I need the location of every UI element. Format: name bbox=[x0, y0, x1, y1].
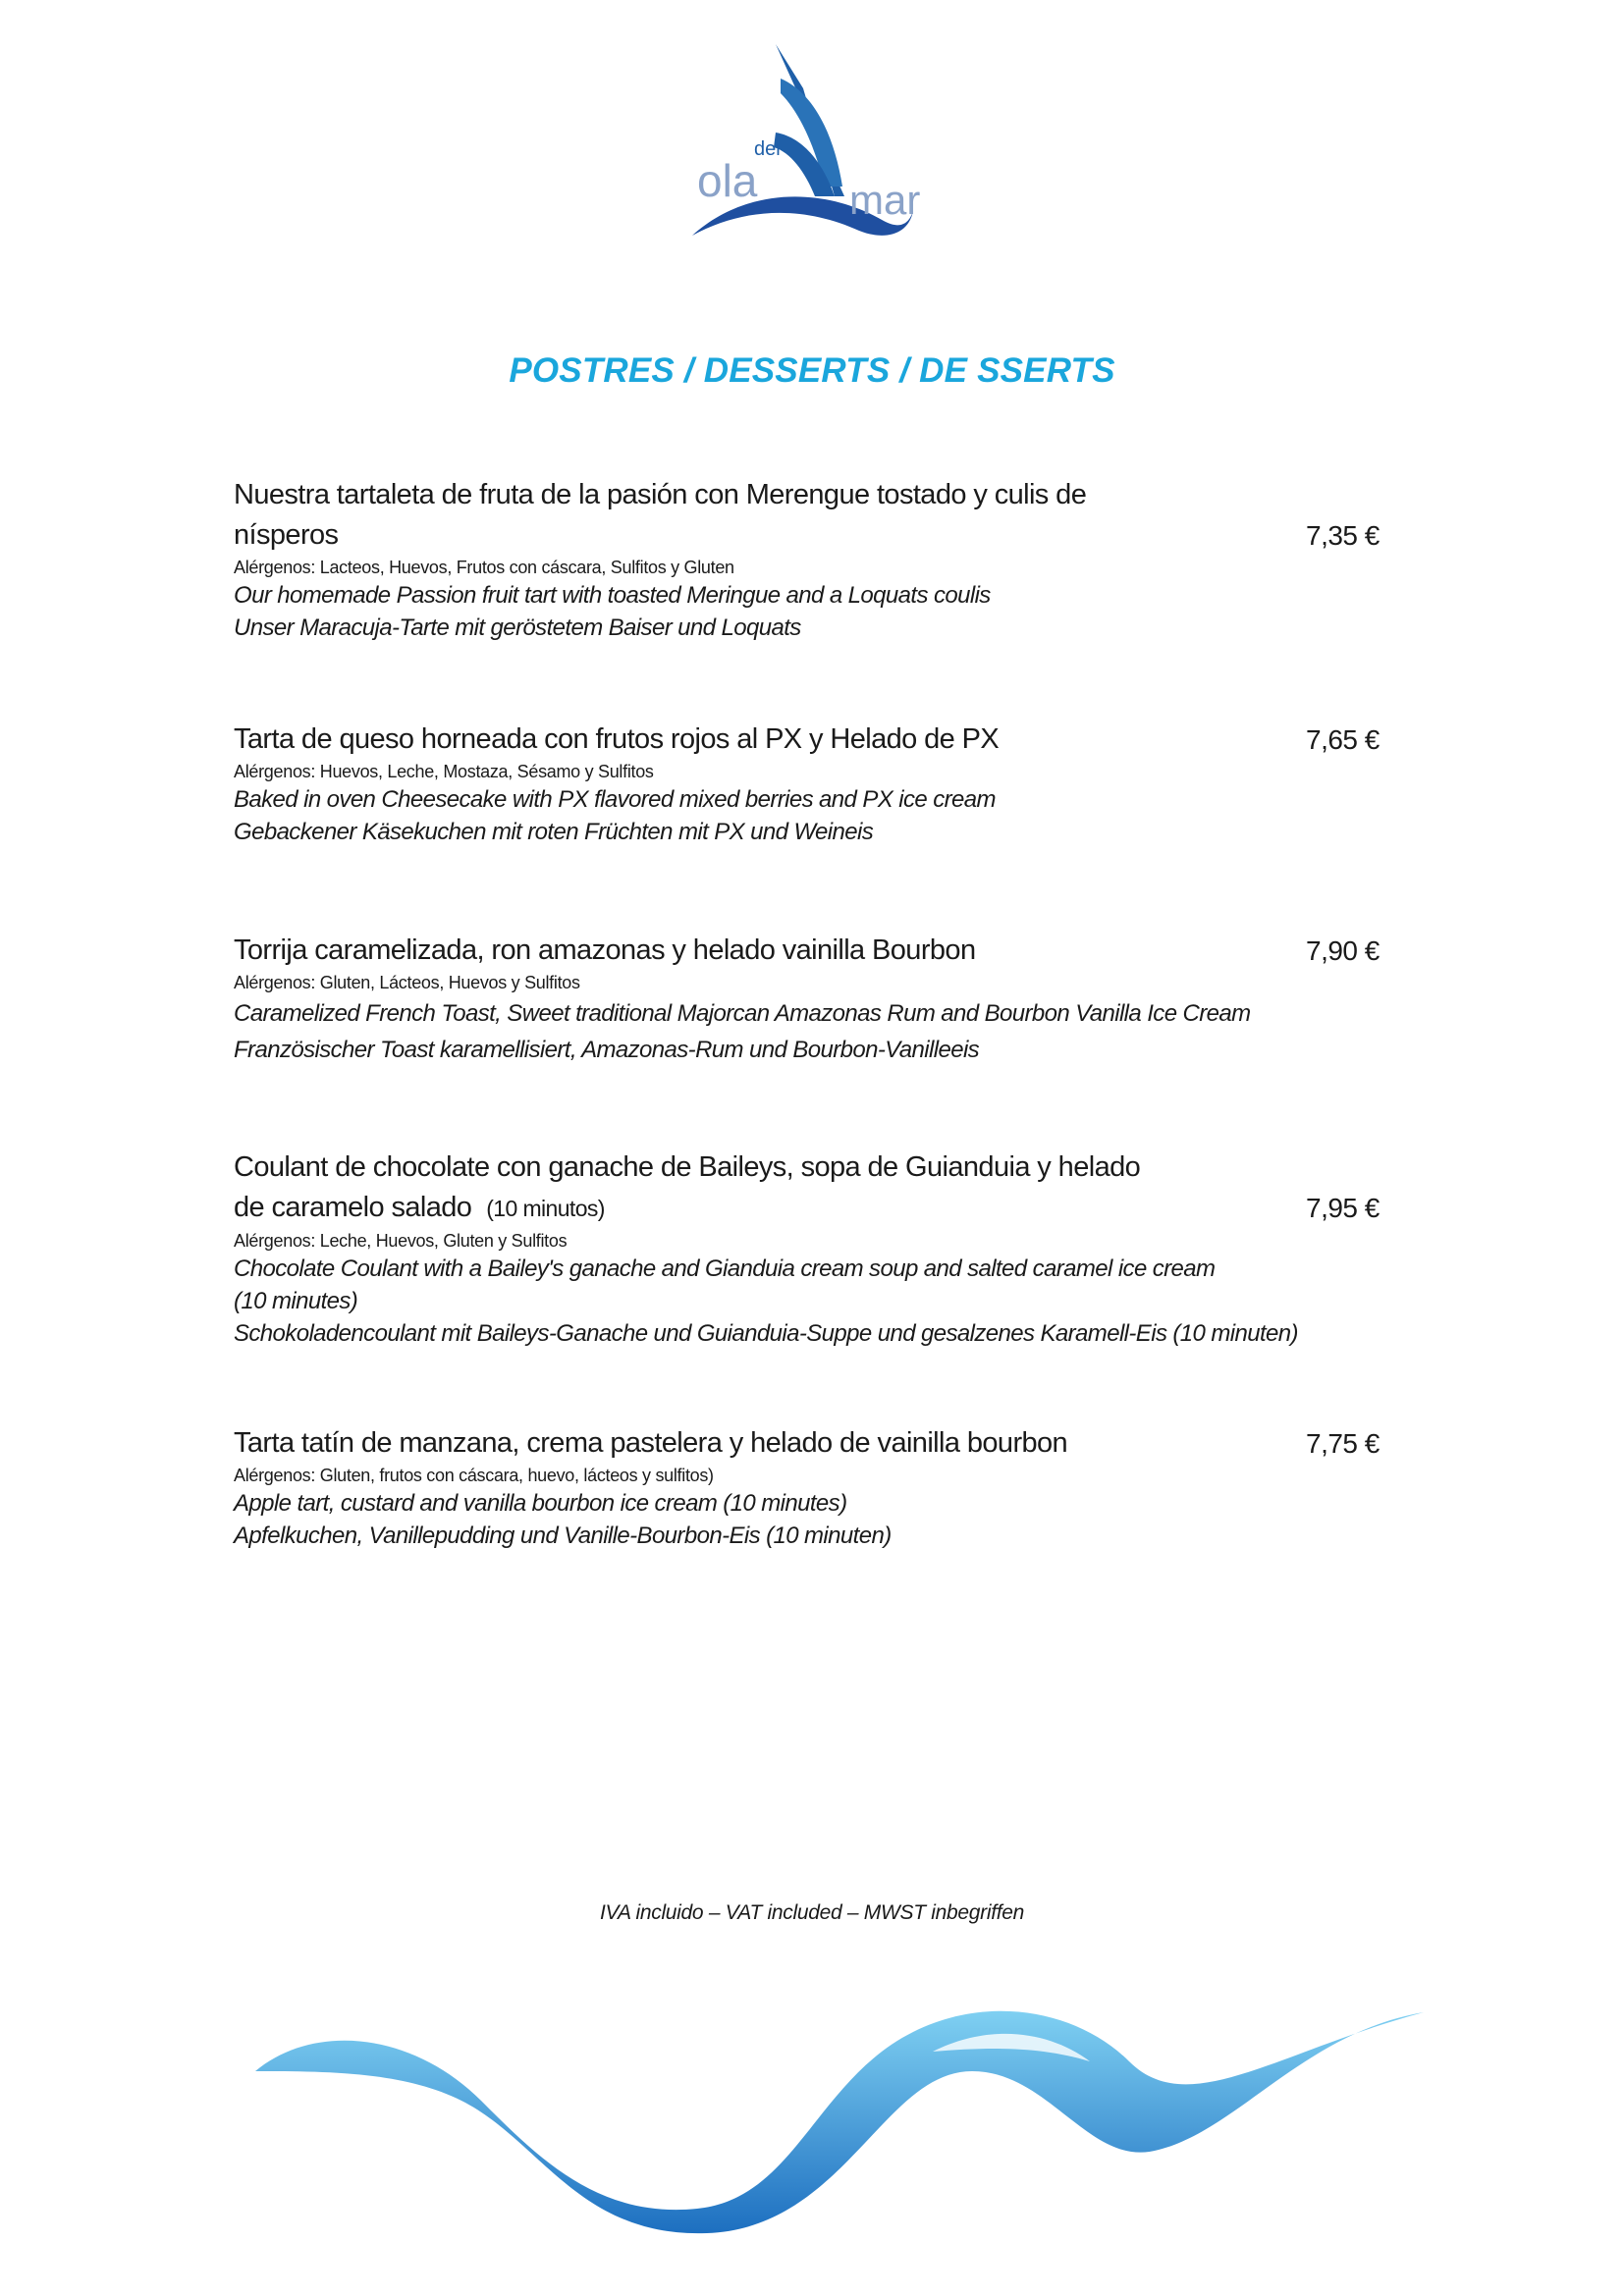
item-german: Französischer Toast karamellisiert, Amazonas-Rum und Bourbon-Vanilleeis bbox=[234, 1037, 980, 1063]
item-allergens: Alérgenos: Huevos, Leche, Mostaza, Sésamo y Sulfitos bbox=[234, 762, 654, 781]
item-allergens: Alérgenos: Lacteos, Huevos, Frutos con cáscara, Sulfitos y Gluten bbox=[234, 558, 734, 577]
item-german: Unser Maracuja-Tarte mit geröstetem Baiser und Loquats bbox=[234, 614, 801, 641]
item-name-cont: nísperos bbox=[234, 519, 339, 551]
item-price: 7,90 € bbox=[1306, 935, 1380, 966]
item-allergens: Alérgenos: Gluten, frutos con cáscara, huevo, lácteos y sulfitos) bbox=[234, 1466, 714, 1485]
ola-del-mar-logo bbox=[687, 39, 943, 255]
item-name: Coulant de chocolate con ganache de Baileys, sopa de Guianduia y helado bbox=[234, 1151, 1141, 1183]
item-english: Caramelized French Toast, Sweet traditional Majorcan Amazonas Rum and Bourbon Vanilla Ice Cream bbox=[234, 1000, 1251, 1027]
item-name: Torrija caramelizada, ron amazonas y helado vainilla Bourbon bbox=[234, 934, 976, 966]
wave-decoration bbox=[245, 1993, 1434, 2238]
item-english: Apple tart, custard and vanilla bourbon ice cream (10 minutes) bbox=[234, 1490, 847, 1517]
svg-text:mar: mar bbox=[849, 177, 921, 223]
vat-note: IVA incluido – VAT included – MWST inbegriffen bbox=[599, 1901, 1025, 1924]
item-allergens: Alérgenos: Gluten, Lácteos, Huevos y Sulfitos bbox=[234, 973, 580, 992]
item-allergens: Alérgenos: Leche, Huevos, Gluten y Sulfitos bbox=[234, 1231, 568, 1251]
item-price: 7,35 € bbox=[1306, 520, 1380, 551]
item-german: Schokoladencoulant mit Baileys-Ganache und Guianduia-Suppe und gesalzenes Karamell-Eis (10 minuten) bbox=[234, 1320, 1298, 1347]
item-english: Chocolate Coulant with a Bailey's ganache and Gianduia cream soup and salted caramel ice cream bbox=[234, 1255, 1216, 1282]
menu-item bbox=[234, 720, 1412, 848]
item-price: 7,95 € bbox=[1306, 1193, 1380, 1223]
item-price: 7,65 € bbox=[1306, 724, 1380, 755]
item-prep-time: (10 minutos) bbox=[486, 1196, 605, 1221]
menu-item bbox=[234, 475, 1412, 644]
item-name-cont: de caramelo salado bbox=[234, 1192, 472, 1223]
svg-text:del: del bbox=[754, 138, 781, 160]
page-title: POSTRES / DESSERTS / DE SSERTS bbox=[509, 351, 1115, 390]
item-english-cont: (10 minutes) bbox=[234, 1288, 358, 1314]
item-price: 7,75 € bbox=[1306, 1428, 1380, 1459]
item-english: Our homemade Passion fruit tart with toasted Meringue and a Loquats coulis bbox=[234, 582, 991, 609]
menu-item bbox=[234, 1423, 1412, 1552]
item-english: Baked in oven Cheesecake with PX flavored mixed berries and PX ice cream bbox=[234, 786, 996, 813]
item-german: Apfelkuchen, Vanillepudding und Vanille-Bourbon-Eis (10 minuten) bbox=[234, 1522, 892, 1549]
item-german: Gebackener Käsekuchen mit roten Früchten mit PX und Weineis bbox=[234, 819, 874, 845]
item-name: Tarta tatín de manzana, crema pastelera y helado de vainilla bourbon bbox=[234, 1427, 1068, 1459]
menu-item bbox=[234, 931, 1412, 1066]
svg-text:ola: ola bbox=[697, 155, 758, 206]
item-name: Tarta de queso horneada con frutos rojos al PX y Helado de PX bbox=[234, 723, 1000, 755]
menu-item bbox=[234, 1148, 1471, 1350]
item-name: Nuestra tartaleta de fruta de la pasión con Merengue tostado y culis de bbox=[234, 479, 1087, 510]
